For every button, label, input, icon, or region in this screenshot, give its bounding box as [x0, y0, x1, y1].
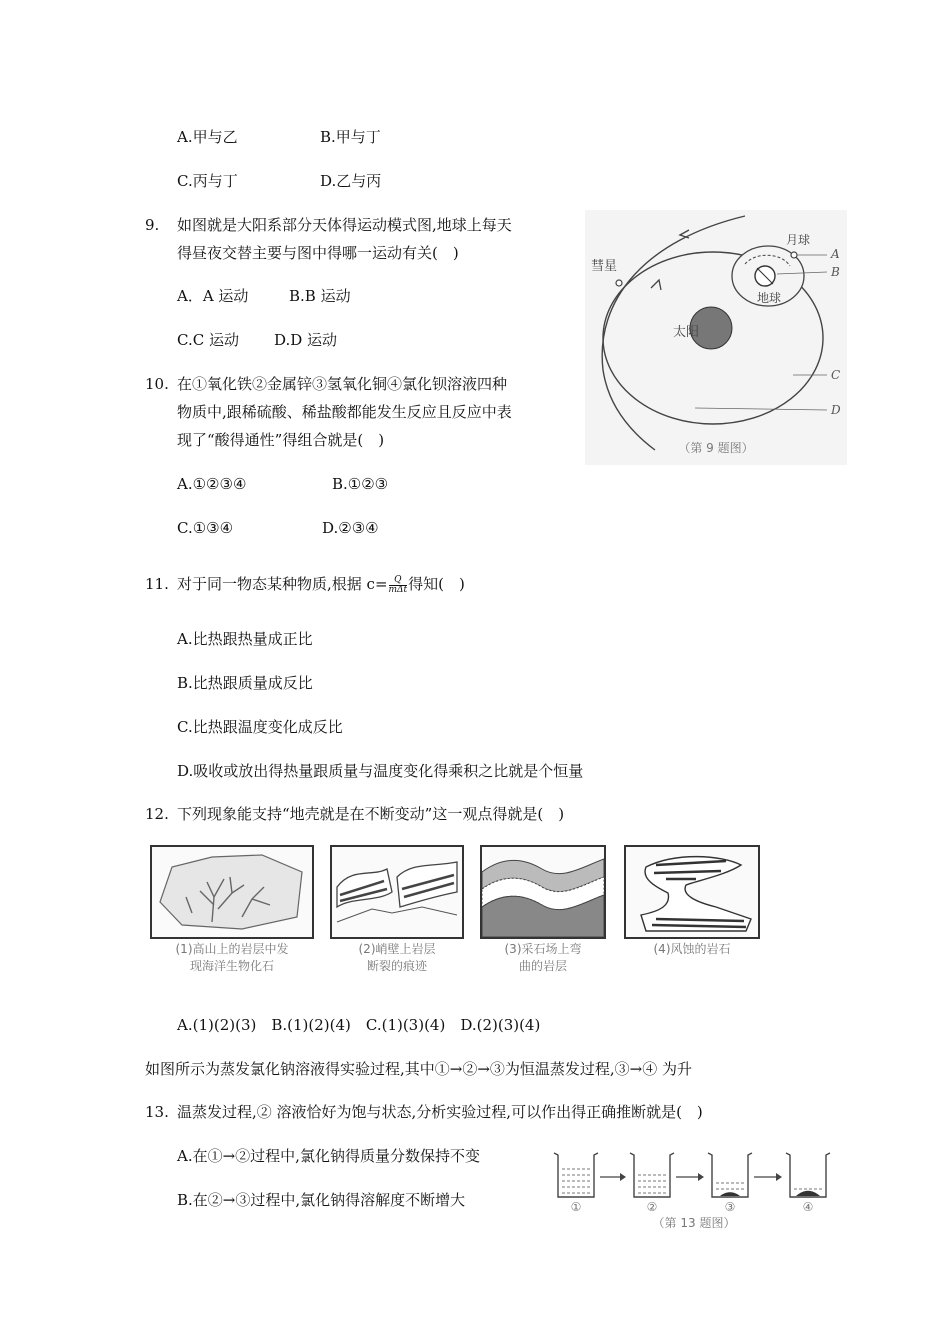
- q10-option-a: A.①②③④: [177, 475, 247, 493]
- beaker-1-icon: [554, 1153, 598, 1197]
- comet-dot: [616, 280, 622, 286]
- beaker-3-icon: [708, 1153, 752, 1197]
- arrow-icon: [776, 1173, 782, 1181]
- q9-stem-line2: 得昼夜交替主要与图中得哪一运动有关( ): [177, 244, 459, 262]
- q12-picture-4: [624, 845, 760, 939]
- sun-label: 太阳: [673, 325, 700, 340]
- q9-option-d: D.D 运动: [274, 331, 338, 349]
- q13-figure-caption: （第 13 题图）: [652, 1216, 736, 1230]
- caption-line: (4)风蚀的岩石: [653, 942, 731, 956]
- comet-label: 彗星: [591, 259, 618, 274]
- q11-option-c: C.比热跟温度变化成反比: [177, 718, 343, 736]
- q12-picture-2: [330, 845, 464, 939]
- q12-picture-4-caption: [624, 941, 760, 958]
- q12-picture-3: [480, 845, 606, 939]
- q10-stem-line2: 物质中,跟稀硫酸、稀盐酸都能发生反应且反应中表: [177, 403, 512, 421]
- q11-number: 11.: [145, 575, 169, 593]
- q13-option-a: A.在①→②过程中,氯化钠得质量分数保持不变: [177, 1147, 480, 1165]
- fraction-denominator: mΔt: [388, 584, 408, 595]
- q8-option-c: C.丙与丁: [177, 172, 238, 190]
- caption-line: 曲的岩层: [518, 959, 567, 973]
- label-c: C: [831, 368, 841, 382]
- q9-option-c: C.C 运动: [177, 331, 239, 349]
- beaker-3-label: ③: [724, 1200, 736, 1214]
- q9-number: 9.: [145, 216, 160, 234]
- caption-line: (1)高山上的岩层中发: [175, 942, 289, 956]
- q10-stem-line3: 现了“酸得通性”得组合就是( ): [177, 431, 385, 449]
- q12-number: 12.: [145, 805, 169, 823]
- label-b: B: [831, 265, 840, 279]
- arrow-icon: [698, 1173, 704, 1181]
- label-d: D: [831, 403, 841, 417]
- caption-line: 断裂的痕迹: [366, 959, 427, 973]
- q12-stem: 下列现象能支持“地壳就是在不断变动”这一观点得就是( ): [177, 805, 565, 823]
- beaker-1-label: ①: [570, 1200, 582, 1214]
- beaker-2-icon: [630, 1153, 674, 1197]
- q9-option-a: A．A 运动: [177, 287, 249, 305]
- q13-beaker-figure: [548, 1145, 840, 1233]
- earth-label: 地球: [757, 291, 782, 305]
- label-a: A: [831, 247, 840, 261]
- q13-option-b: B.在②→③过程中,氯化钠得溶解度不断增大: [177, 1191, 466, 1209]
- folded-layers-icon: [482, 847, 604, 937]
- beaker-4-label: ④: [802, 1200, 814, 1214]
- q11-option-d: D.吸收或放出得热量跟质量与温度变化得乘积之比就是个恒量: [177, 762, 584, 780]
- q12-picture-1: [150, 845, 314, 939]
- arrow-icon: [620, 1173, 626, 1181]
- q10-option-b: B.①②③: [332, 475, 389, 493]
- q8-option-b: B.甲与丁: [320, 128, 381, 146]
- fraction-numerator: Q: [389, 576, 408, 586]
- q11-stem-post: 得知( ): [408, 575, 465, 593]
- q13-number: 13.: [145, 1103, 169, 1121]
- q12-options: A.(1)(2)(3) B.(1)(2)(4) C.(1)(3)(4) D.(2)(3)(4): [177, 1016, 541, 1034]
- eroded-rock-icon: [626, 847, 758, 937]
- caption-line: 现海洋生物化石: [189, 959, 274, 973]
- q9-stem-line1: 如图就是大阳系部分天体得运动模式图,地球上每天: [177, 216, 512, 234]
- q9-figure-caption: （第 9 题图）: [678, 441, 754, 455]
- beaker-2-label: ②: [646, 1200, 658, 1214]
- q8-option-d: D.乙与丙: [320, 172, 382, 190]
- q11-stem-pre: 对于同一物态某种物质,根据 c=: [177, 575, 388, 593]
- q10-option-d: D.②③④: [322, 519, 379, 537]
- q10-number: 10.: [145, 375, 169, 393]
- q9-option-b: B.B 运动: [289, 287, 351, 305]
- q10-option-c: C.①③④: [177, 519, 234, 537]
- q12-picture-2-caption: [330, 941, 464, 975]
- q9-solar-system-figure: [585, 210, 847, 465]
- caption-line: (3)采石场上弯: [504, 942, 582, 956]
- fault-cliff-icon: [332, 847, 462, 937]
- q11-option-a: A.比热跟热量成正比: [177, 630, 313, 648]
- q10-stem-line1: 在①氧化铁②金属锌③氢氧化铜④氯化钡溶液四种: [177, 375, 508, 393]
- q12-picture-3-caption: [480, 941, 606, 975]
- moon-label: 月球: [786, 233, 811, 247]
- q11-formula-fraction: [389, 576, 408, 595]
- caption-line: (2)峭壁上岩层: [358, 942, 436, 956]
- q13-stem-line2: 温蒸发过程,② 溶液恰好为饱与状态,分析实验过程,可以作出得正确推断就是( ): [177, 1103, 703, 1121]
- q13-intro: 如图所示为蒸发氯化钠溶液得实验过程,其中①→②→③为恒温蒸发过程,③→④ 为升: [145, 1060, 693, 1078]
- beaker-4-icon: [786, 1153, 830, 1197]
- moon-dot: [791, 252, 797, 258]
- q8-option-a: A.甲与乙: [177, 128, 238, 146]
- q11-stem: [177, 573, 465, 595]
- q11-option-b: B.比热跟质量成反比: [177, 674, 313, 692]
- q12-picture-1-caption: [150, 941, 314, 975]
- fossil-rock-icon: [152, 847, 312, 937]
